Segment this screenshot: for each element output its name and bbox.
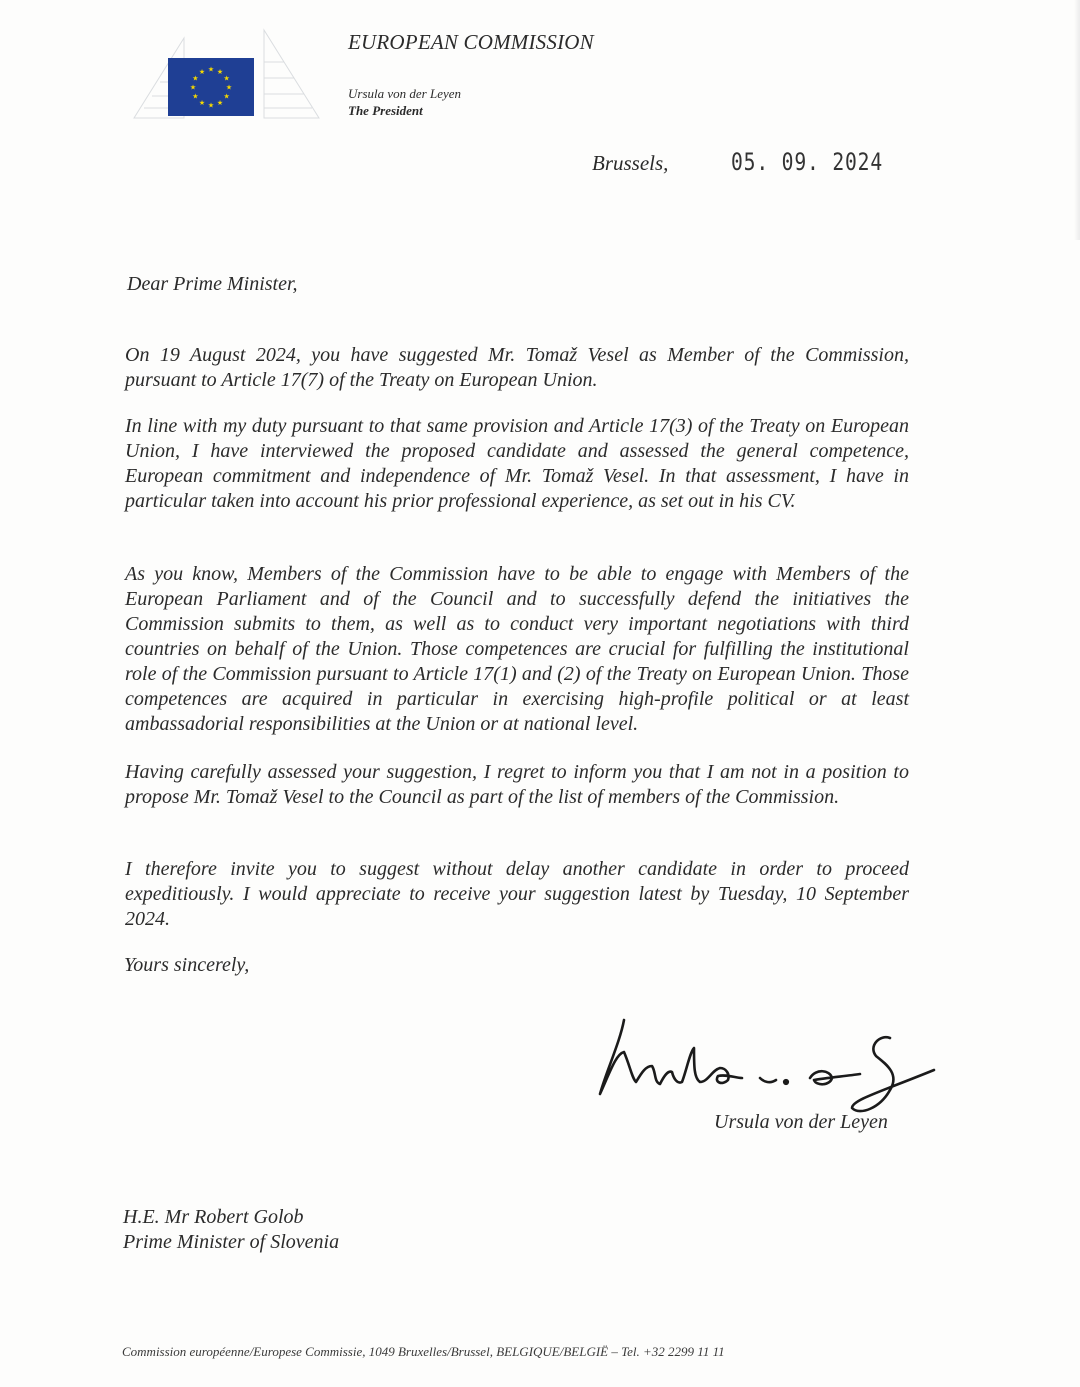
body-paragraph: On 19 August 2024, you have suggested Mr. Tomaž Vesel as Member of the Commission, pursuant to Article 17(7) of the Treaty on European Union. (125, 344, 909, 391)
flag-star-icon: ★ (192, 74, 199, 83)
body-paragraph: As you know, Members of the Commission have to be able to engage with Members of the European Parliament and of the Council and to successfully defend the initiatives the Commission submits to them, as well as to conduct very important negotiations with third countries on behalf of the Union. Those competences are crucial for fulfilling the institutional role of the Commission pursuant to Article 17(1) and (2) of the Treaty on European Union. Those competences are acquired in particular in exercising high-profile political or at least ambassadorial responsibilities at the Union or at national level. (125, 563, 909, 735)
flag-star-icon: ★ (223, 92, 230, 101)
eu-flag-icon (168, 58, 254, 116)
dateline-date-stamp: 05. 09. 2024 (731, 148, 884, 176)
body-paragraph: In line with my duty pursuant to that same provision and Article 17(3) of the Treaty on European Union, I have interviewed the proposed candidate and assessed the general competence, European commitment and independence of Mr. Tomaž Vesel. In that assessment, I have in particular taken into account his prior professional experience, as set out in his CV. (125, 415, 909, 512)
flag-star-icon: ★ (207, 65, 215, 74)
commission-logo (124, 18, 324, 122)
footer-address: Commission européenne/Europese Commissie, 1049 Bruxelles/Brussel, BELGIQUE/BELGIË – Tel. +32 2299 11 11 (122, 1344, 725, 1359)
salutation: Dear Prime Minister, (127, 273, 298, 295)
flag-star-icon: ★ (192, 92, 199, 101)
body-paragraph: I therefore invite you to suggest without delay another candidate in order to proceed expeditiously. I would appreciate to receive your suggestion latest by Tuesday, 10 September 2024. (125, 858, 909, 930)
flag-star-icon: ★ (223, 74, 230, 83)
page-edge-shadow (1074, 0, 1080, 240)
recipient-name: H.E. Mr Robert Golob (123, 1206, 304, 1228)
president-name: Ursula von der Leyen (348, 86, 462, 101)
president-title: The President (348, 103, 423, 118)
closing: Yours sincerely, (124, 954, 250, 976)
flag-star-icon: ★ (216, 67, 224, 76)
recipient-title: Prime Minister of Slovenia (123, 1231, 340, 1253)
handwritten-signature (590, 1012, 950, 1122)
flag-star-icon: ★ (207, 101, 215, 110)
organization-name: EUROPEAN COMMISSION (348, 30, 594, 54)
dateline-place: Brussels, (592, 151, 669, 175)
signer-name: Ursula von der Leyen (714, 1111, 888, 1133)
body-paragraph: Having carefully assessed your suggestion, I regret to inform you that I am not in a position to propose Mr. Tomaž Vesel to the Council as part of the list of members of the Commission. (125, 761, 909, 808)
flag-star-icon: ★ (198, 99, 206, 108)
flag-star-icon: ★ (198, 67, 206, 76)
flag-star-icon: ★ (225, 83, 233, 92)
flag-star-icon: ★ (216, 99, 224, 108)
flag-star-icon: ★ (189, 83, 197, 92)
